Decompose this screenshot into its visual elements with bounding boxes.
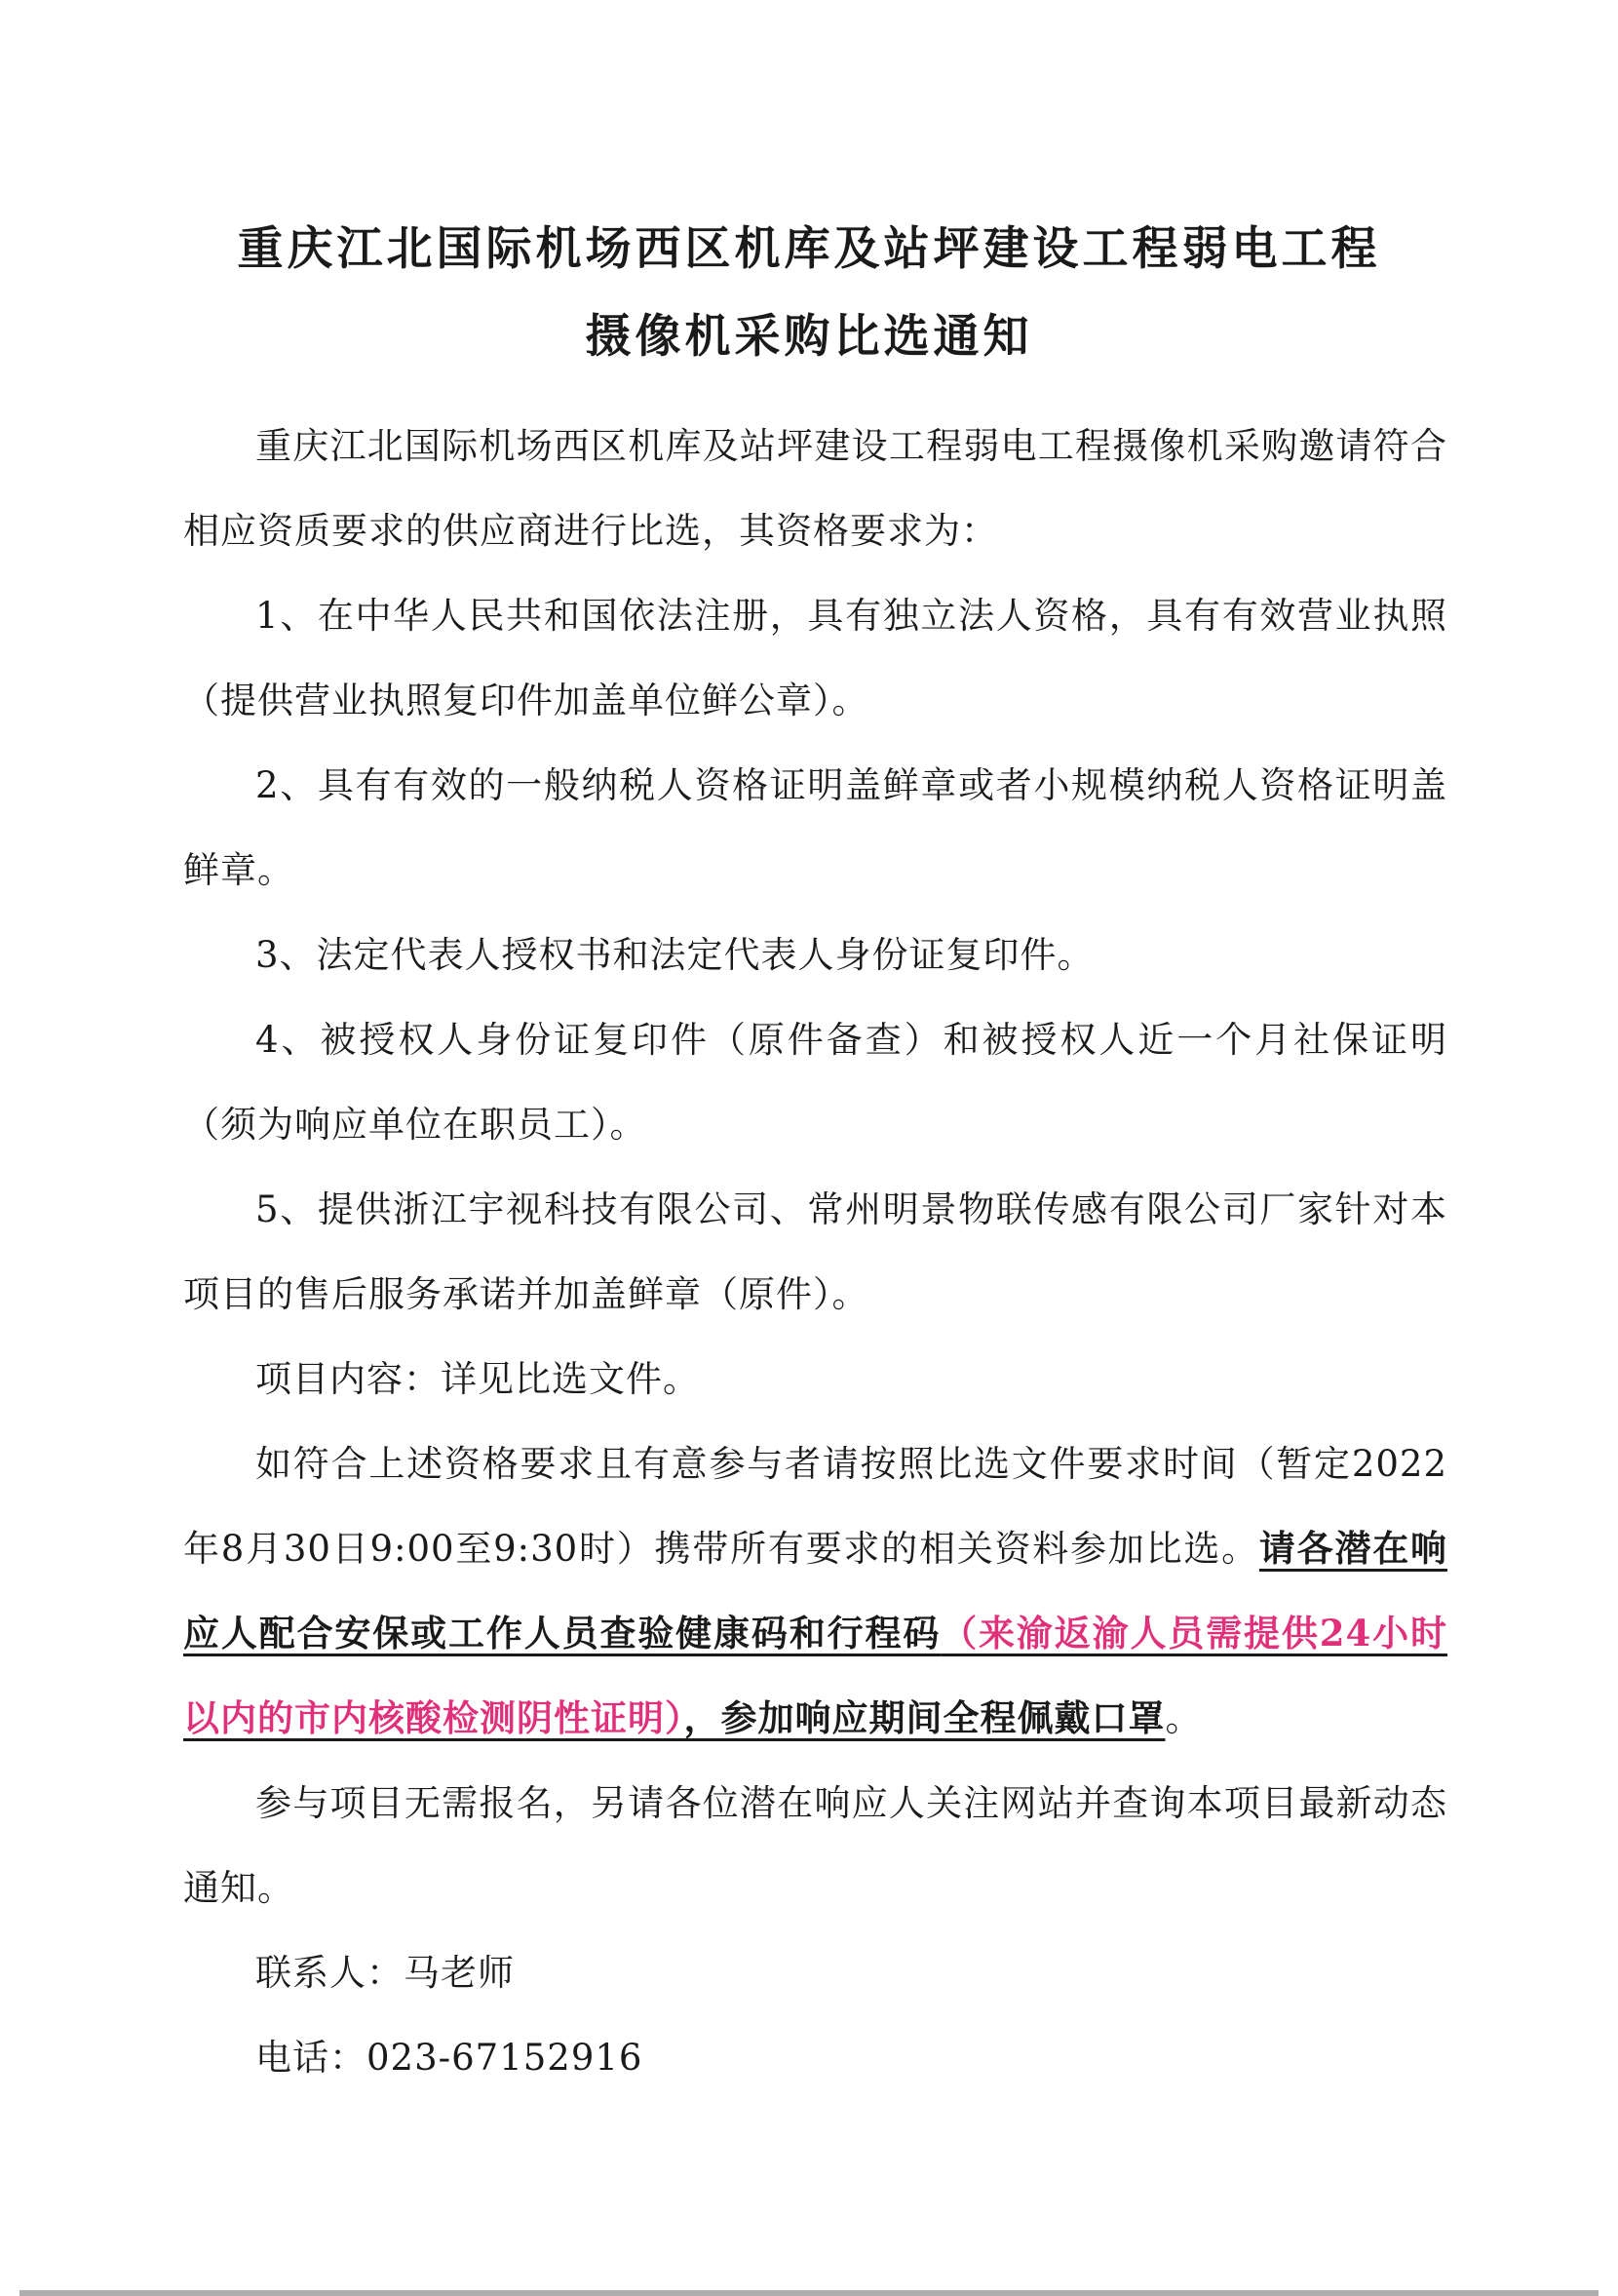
requirement-item: 2、具有有效的一般纳税人资格证明盖鲜章或者小规模纳税人资格证明盖鲜章。 xyxy=(183,764,1447,891)
intro-paragraph: 重庆江北国际机场西区机库及站坪建设工程弱电工程摄像机采购邀请符合相应资质要求的供应商进行比选，其资格要求为： xyxy=(183,425,1447,552)
registration-paragraph: 参与项目无需报名，另请各位潜在响应人关注网站并查询本项目最新动态通知。 xyxy=(183,1782,1447,1909)
notice-highlight: （来渝返渝人员需提供24小时以内的市内核酸检测阴性证明） xyxy=(183,1612,1447,1739)
requirement-item: 1、在中华人民共和国依法注册，具有独立法人资格，具有有效营业执照（提供营业执照复印件加盖单位鲜公章）。 xyxy=(183,595,1447,721)
contact-person: 联系人：马老师 xyxy=(255,1952,515,1994)
notice-emphasis-text-2: ，参加响应期间全程佩戴口罩 xyxy=(683,1696,1166,1739)
requirement-item: 4、被授权人身份证复印件（原件备查）和被授权人近一个月社保证明（须为响应单位在职员工）。 xyxy=(183,1019,1447,1146)
notice-end: 。 xyxy=(1165,1697,1203,1739)
requirement-item: 3、法定代表人授权书和法定代表人身份证复印件。 xyxy=(255,934,1095,976)
notice-emphasis-text: 请各潜在响应人配合安保或工作人员查验健康码和行程码 xyxy=(183,1527,1447,1654)
requirement-item: 5、提供浙江宇视科技有限公司、常州明景物联传感有限公司厂家针对本项目的售后服务承诺并加盖鲜章（原件）。 xyxy=(183,1188,1447,1315)
project-content-paragraph: 项目内容：详见比选文件。 xyxy=(255,1358,700,1400)
document-title-line-1: 重庆江北国际机场西区机库及站坪建设工程弱电工程 xyxy=(237,222,1381,276)
notice-paragraph xyxy=(183,1421,1447,1761)
document-title-line-2: 摄像机采购比选通知 xyxy=(585,310,1033,364)
notice-text: 如符合上述资格要求且有意参与者请按照比选文件要求时间（暂定2022年8月30日9:00至9:30时）携带所有要求的相关资料参加比选。 xyxy=(183,1443,1447,1570)
scan-edge-divider xyxy=(19,2290,1599,2296)
contact-phone: 电话：023-67152916 xyxy=(255,2037,643,2079)
document-body xyxy=(183,404,1447,2100)
